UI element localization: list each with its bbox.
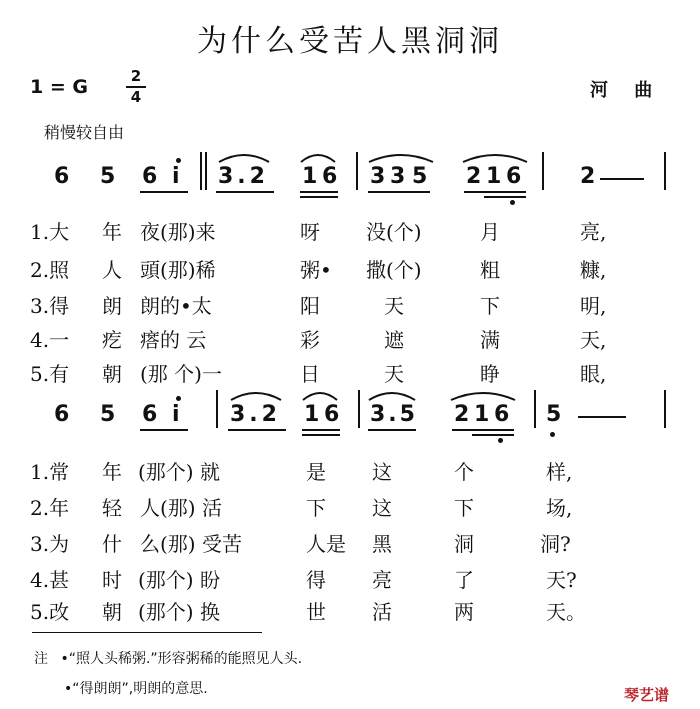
lyric: 亮,	[580, 220, 607, 244]
barline	[200, 152, 202, 190]
key-signature: 1 = G	[30, 76, 88, 98]
note: 5	[546, 402, 562, 427]
underline	[300, 196, 338, 198]
underline	[302, 434, 340, 436]
lyric: 人是	[306, 532, 346, 556]
low-octave-dot	[498, 438, 503, 443]
lyric: 下	[480, 294, 500, 318]
underline	[484, 196, 526, 198]
footnote-2: •“得朗朗”,明朗的意思.	[64, 681, 208, 697]
verse-5-line-b	[0, 596, 700, 626]
barline	[216, 390, 218, 428]
lyric: 3.得	[30, 294, 70, 318]
song-origin: 河 曲	[590, 80, 663, 101]
verse-2-line	[0, 254, 700, 284]
note: i	[172, 402, 180, 427]
lyric: 洞	[454, 532, 474, 556]
watermark-logo: 琴艺谱	[624, 686, 670, 704]
slur	[300, 388, 340, 402]
slur	[460, 150, 530, 164]
footnote-label: 注	[34, 651, 48, 667]
note: 6	[322, 164, 338, 189]
meter-top: 2	[130, 67, 142, 85]
lyric: 明,	[580, 294, 607, 318]
note: 5	[100, 164, 116, 189]
lyric: 朝	[102, 600, 122, 624]
lyric: 年	[102, 220, 122, 244]
lyric: 是	[306, 460, 326, 484]
note: 1	[304, 402, 320, 427]
lyric: 天,	[580, 328, 607, 352]
lyric: 场,	[546, 496, 573, 520]
footnote-rule	[32, 632, 262, 633]
time-signature	[126, 68, 146, 106]
note: 6	[324, 402, 340, 427]
lyric: 呀	[300, 220, 320, 244]
lyric: 人	[102, 258, 122, 282]
note: 6	[54, 164, 70, 189]
lyric: 亮	[372, 568, 392, 592]
notation-line-2	[0, 388, 700, 444]
slur	[298, 150, 338, 164]
note: 6	[142, 402, 158, 427]
low-octave-dot	[550, 432, 555, 437]
footnote-1	[34, 648, 302, 668]
high-octave-dot	[176, 396, 181, 401]
underline	[302, 429, 340, 431]
lyric: 两	[454, 600, 474, 624]
note: 1	[302, 164, 318, 189]
note: 3.5	[370, 402, 418, 427]
tempo-marking: 稍慢较自由	[44, 123, 125, 142]
verse-1-line	[0, 216, 700, 246]
verse-2-line-b	[0, 492, 700, 522]
lyric: 下	[454, 496, 474, 520]
lyric: 糠,	[580, 258, 607, 282]
lyric: 活	[372, 600, 392, 624]
note: 6	[506, 164, 522, 189]
note: 6	[54, 402, 70, 427]
note: 5	[100, 402, 116, 427]
barline	[358, 390, 360, 428]
lyric: 朝	[102, 362, 122, 386]
lyric: 世	[306, 600, 326, 624]
lyric: (那个) 盼	[138, 568, 220, 592]
lyric: 时	[102, 568, 122, 592]
lyric: 阳	[300, 294, 320, 318]
lyric: 没(个)	[366, 220, 422, 244]
lyric: 朗	[102, 294, 122, 318]
note: 6	[494, 402, 510, 427]
verse-1-line-b	[0, 456, 700, 486]
lyric: 4.一	[30, 328, 70, 352]
lyric: 黑	[372, 532, 392, 556]
lyric: 年	[102, 460, 122, 484]
note: i	[172, 164, 180, 189]
barline	[534, 390, 536, 428]
underline	[368, 191, 430, 193]
note: 5	[412, 164, 428, 189]
underline	[228, 429, 286, 431]
barline	[664, 390, 666, 428]
high-octave-dot	[176, 158, 181, 163]
slur	[366, 150, 436, 164]
lyric: 么(那) 受苦	[140, 532, 242, 556]
lyric: (那 个)一	[140, 362, 222, 386]
lyric: 頭(那)稀	[140, 258, 216, 282]
lyric: 满	[480, 328, 500, 352]
song-title: 为什么受苦人黑洞洞	[197, 24, 503, 59]
barline	[542, 152, 544, 190]
underline	[472, 434, 514, 436]
lyric: 粗	[480, 258, 500, 282]
verse-3-line-b	[0, 528, 700, 558]
lyric: (那个) 换	[138, 600, 220, 624]
underline	[452, 429, 514, 431]
slur	[228, 388, 284, 402]
lyric: 个	[454, 460, 474, 484]
lyric: 日	[300, 362, 320, 386]
lyric: 什	[102, 532, 122, 556]
lyric: 天	[384, 294, 404, 318]
lyric: 夜(那)来	[140, 220, 216, 244]
note: 3	[370, 164, 386, 189]
low-octave-dot	[510, 200, 515, 205]
slur	[216, 150, 272, 164]
underline	[216, 191, 274, 193]
note: 1	[474, 402, 490, 427]
lyric: 5.改	[30, 600, 70, 624]
lyric: 4.甚	[30, 568, 70, 592]
notation-line-1	[0, 150, 700, 206]
lyric: 这	[372, 496, 392, 520]
note: 2	[454, 402, 470, 427]
note: 3.2	[230, 402, 281, 427]
lyric: (那个) 就	[138, 460, 220, 484]
note: 1	[486, 164, 502, 189]
underline	[464, 191, 526, 193]
lyric: 2.年	[30, 496, 70, 520]
lyric: 3.为	[30, 532, 70, 556]
lyric: 瘩的 云	[140, 328, 207, 352]
lyric: 2.照	[30, 258, 70, 282]
verse-3-line	[0, 290, 700, 320]
lyric: 了	[454, 568, 474, 592]
underline	[140, 429, 188, 431]
hold-dash	[578, 416, 626, 418]
slur	[366, 388, 418, 402]
underline	[140, 191, 188, 193]
lyric: 睁	[480, 362, 500, 386]
lyric: 1.大	[30, 220, 70, 244]
underline	[300, 191, 338, 193]
lyric: 天?	[546, 568, 577, 592]
lyric: 撒(个)	[366, 258, 422, 282]
lyric: 洞?	[540, 532, 571, 556]
note: 6	[142, 164, 158, 189]
verse-5-line	[0, 358, 700, 388]
lyric: 粥•	[300, 258, 332, 282]
slur	[448, 388, 518, 402]
lyric: 下	[306, 496, 326, 520]
lyric: 得	[306, 568, 326, 592]
lyric: 这	[372, 460, 392, 484]
note: 2	[466, 164, 482, 189]
lyric: 人(那) 活	[140, 496, 222, 520]
lyric: 样,	[546, 460, 573, 484]
note: 3.2	[218, 164, 269, 189]
verse-4-line	[0, 324, 700, 354]
lyric: 天	[384, 362, 404, 386]
lyric: 彩	[300, 328, 320, 352]
footnote-1-text: •“照人头稀粥.”形容粥稀的能照见人头.	[60, 651, 303, 667]
verse-4-line-b	[0, 564, 700, 594]
note: 2	[580, 164, 596, 189]
lyric: 1.常	[30, 460, 70, 484]
lyric: 月	[480, 220, 500, 244]
barline	[356, 152, 358, 190]
lyric: 朗的•太	[140, 294, 212, 318]
lyric: 疙	[102, 328, 122, 352]
lyric: 眼,	[580, 362, 607, 386]
hold-dash	[600, 178, 644, 180]
note: 3	[390, 164, 406, 189]
meter-bottom: 4	[130, 88, 142, 106]
lyric: 遮	[384, 328, 404, 352]
lyric: 5.有	[30, 362, 70, 386]
barline	[205, 152, 207, 190]
barline	[664, 152, 666, 190]
lyric: 天。	[546, 600, 586, 624]
lyric: 轻	[102, 496, 122, 520]
underline	[368, 429, 416, 431]
